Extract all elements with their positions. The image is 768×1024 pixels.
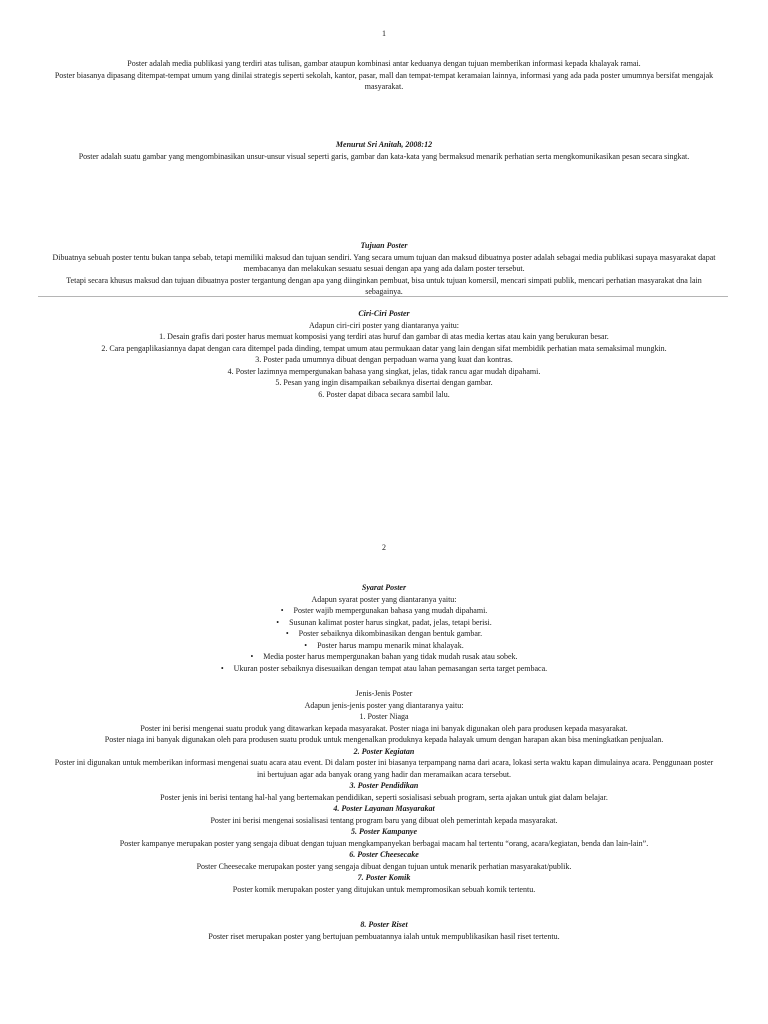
spacer bbox=[50, 895, 718, 919]
list-item: 6. Poster dapat dibaca secara sambil lalu. bbox=[318, 389, 450, 399]
page-2 bbox=[0, 535, 768, 1024]
tujuan-heading: Tujuan Poster bbox=[360, 241, 408, 250]
jenis-item-title: 6. Poster Cheesecake bbox=[349, 850, 419, 859]
list-item: • Poster sebaiknya dikombinasikan dengan bentuk gambar. bbox=[50, 628, 718, 640]
jenis-section bbox=[50, 688, 718, 942]
syarat-heading: Syarat Poster bbox=[361, 583, 407, 592]
jenis-item-text: Poster komik merupakan poster yang ditujukan untuk mempromosikan sebuah komik tertentu. bbox=[232, 884, 536, 894]
jenis-item-title: 8. Poster Riset bbox=[360, 920, 408, 929]
jenis-heading: Jenis-Jenis Poster bbox=[355, 689, 413, 698]
jenis-item-text: Poster Cheesecake merupakan poster yang sengaja dibuat dengan tujuan untuk menarik perhatian masyarakat/publik. bbox=[196, 861, 572, 871]
jenis-item-text: Poster riset merupakan poster yang bertujuan pembuatannya ialah untuk mempublikasikan hasil riset tertentu. bbox=[208, 931, 560, 941]
jenis-list bbox=[50, 711, 718, 942]
jenis-item-text: Poster ini berisi mengenai suatu produk yang ditawarkan kepada masyarakat. Poster niaga ini banyak digunakan oleh para produsen kepada masyarakat. bbox=[140, 723, 628, 733]
tujuan-paragraph: Tetapi secara khusus maksud dan tujuan dibuatnya poster tergantung dengan apa yang diinginkan pembuat, bisa untuk tujuan komersil, mencari simpati publik, mencari perhatian masyarakat dna lain sebagainya. bbox=[66, 275, 702, 296]
jenis-item-text: Poster ini digunakan untuk memberikan informasi mengenai suatu acara atau event. Di dalam poster ini biasanya terpampang nama dari acara, lokasi serta waktu kapan dimulainya acara. Penggunaan poster ini bertujuan agar ada banyak orang yang hadir dan meramaikan acara tersebut. bbox=[54, 758, 714, 779]
list-item: • Poster wajib mempergunakan bahasa yang mudah dipahami. bbox=[50, 605, 718, 617]
jenis-item-title: 7. Poster Komik bbox=[357, 873, 411, 882]
jenis-item-text: Poster niaga ini banyak digunakan oleh para produsen suatu produk untuk mengenalkan produknya kepada halayak umum dengan harapan akan bisa meningkatkan penjualan. bbox=[104, 735, 664, 744]
intro-paragraph: Poster adalah media publikasi yang terdiri atas tulisan, gambar ataupun kombinasi antar keduanya dengan tujuan memberikan informasi kepada khalayak ramai. bbox=[127, 59, 641, 68]
page-number: 2 bbox=[382, 543, 386, 552]
ciri-intro: Adapun ciri-ciri poster yang diantaranya yaitu: bbox=[309, 320, 459, 330]
list-item: 4. Poster lazimnya mempergunakan bahasa yang singkat, jelas, tidak rancu agar mudah dipahami. bbox=[227, 366, 541, 376]
definition-section bbox=[50, 139, 718, 162]
ciri-list bbox=[50, 331, 718, 400]
syarat-intro: Adapun syarat poster yang diantaranya yaitu: bbox=[311, 594, 457, 604]
page-number: 1 bbox=[382, 29, 386, 38]
list-item: • Ukuran poster sebaiknya disesuaikan dengan tempat atau lahan pemasangan serta target pembaca. bbox=[50, 663, 718, 675]
intro-section bbox=[50, 58, 718, 93]
definition-text: Poster adalah suatu gambar yang mengombinasikan unsur-unsur visual seperti garis, gambar dan kata-kata yang bermaksud menarik perhatian serta mengkomunikasikan pesan secara singkat. bbox=[78, 151, 690, 161]
jenis-item-text: Poster jenis ini berisi tentang hal-hal yang bertemakan pendidikan, seperti sosialisasi sebuah program, serta ajakan untuk giat dalam belajar. bbox=[160, 792, 608, 802]
list-item: 3. Poster pada umumnya dibuat dengan perpaduan warna yang kuat dan kontras. bbox=[255, 355, 513, 364]
ciri-section bbox=[50, 308, 718, 400]
list-item: 1. Desain grafis dari poster harus memuat komposisi yang terdiri atas huruf dan gambar di atas media kertas atau kain yang berukuran besar. bbox=[159, 332, 609, 341]
syarat-section bbox=[50, 582, 718, 674]
list-item: 2. Cara pengaplikasiannya dapat dengan cara ditempel pada dinding, tempat umum atau permukaan datar yang lain dengan sifat membidik perhatian mata semaksimal mungkin. bbox=[101, 343, 667, 353]
jenis-item-title: 3. Poster Pendidikan bbox=[349, 781, 419, 790]
section-divider bbox=[38, 296, 728, 297]
definition-heading: Menurut Sri Anitah, 2008:12 bbox=[335, 140, 433, 149]
jenis-item-title: 1. Poster Niaga bbox=[359, 712, 409, 721]
list-item: 5. Pesan yang ingin disampaikan sebaiknya disertai dengan gambar. bbox=[275, 378, 493, 387]
jenis-item-text: Poster ini berisi mengenai sosialisasi tentang program baru yang dibuat oleh pemerintah kepada masyarakat. bbox=[210, 815, 558, 825]
intro-paragraph: Poster biasanya dipasang ditempat-tempat umum yang dinilai strategis seperti sekolah, kantor, pasar, mall dan tempat-tempat keramaian lainnya, informasi yang ada pada poster umumnya bersifat mengajak masyarakat. bbox=[54, 70, 714, 91]
list-item: • Susunan kalimat poster harus singkat, padat, jelas, tetapi berisi. bbox=[50, 617, 718, 629]
tujuan-section bbox=[50, 240, 718, 298]
syarat-list bbox=[50, 605, 718, 674]
list-item: • Media poster harus mempergunakan bahan yang tidak mudah rusak atau sobek. bbox=[50, 651, 718, 663]
ciri-heading: Ciri-Ciri Poster bbox=[358, 309, 410, 318]
jenis-item-title: 4. Poster Layanan Masyarakat bbox=[333, 804, 435, 813]
jenis-item-title: 2. Poster Kegiatan bbox=[353, 746, 415, 756]
jenis-intro: Adapun jenis-jenis poster yang diantaranya yaitu: bbox=[304, 700, 464, 710]
jenis-item-text: Poster kampanye merupakan poster yang sengaja dibuat dengan tujuan mengkampanyekan berbagai macam hal tertentu “orang, acara/kegiatan, benda dan lain-lain”. bbox=[119, 838, 649, 848]
tujuan-paragraph: Dibuatnya sebuah poster tentu bukan tanpa sebab, tetapi memiliki maksud dan tujuan sendiri. Yang secara umum tujuan dan maksud dibuatnya poster adalah sebagai media publikasi supaya masyarakat dapat membacanya dan melakukan sesuatu sesuai dengan apa yang ada dalam poster tersebut. bbox=[52, 252, 716, 273]
list-item: • Poster harus mampu menarik minat khalayak. bbox=[50, 640, 718, 652]
jenis-item-title: 5. Poster Kampanye bbox=[351, 827, 417, 836]
